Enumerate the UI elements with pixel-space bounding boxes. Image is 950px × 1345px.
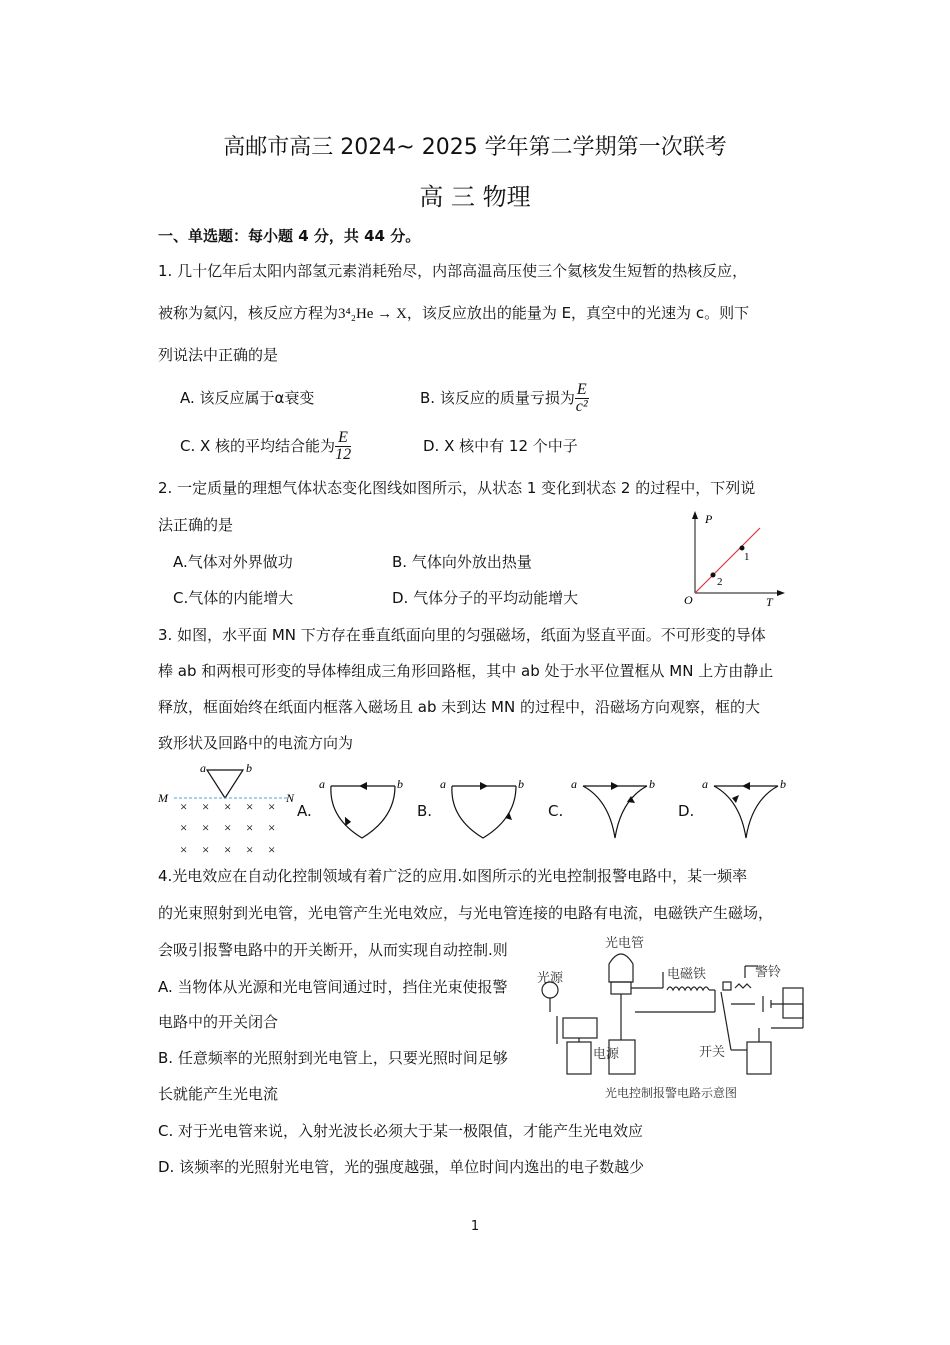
x-axis-label: T xyxy=(766,595,773,609)
pt-graph xyxy=(680,508,790,612)
field-crosses xyxy=(180,799,275,857)
q1-option-d: D. X 核中有 12 个中子 xyxy=(423,437,578,455)
current-arrow-icon xyxy=(480,782,488,790)
bell-icon xyxy=(783,988,803,1018)
state-1-point xyxy=(740,546,745,551)
q3-option-d-figure xyxy=(696,772,796,844)
q2-line1: 2. 一定质量的理想气体状态变化图线如图所示，从状态 1 变化到状态 2 的过程中，下列说 xyxy=(158,479,756,497)
triangle-frame xyxy=(207,770,243,798)
current-arrow-icon xyxy=(732,795,739,803)
q2-option-d: D. 气体分子的平均动能增大 xyxy=(392,589,579,607)
q1-line3: 列说法中正确的是 xyxy=(158,346,279,364)
q2-option-a: A.气体对外界做功 xyxy=(173,553,293,571)
q4-option-b-line1: B. 任意频率的光照射到光电管上，只要光照时间足够 xyxy=(158,1049,508,1067)
q3-line3: 释放，框面始终在纸面内框落入磁场且 ab 未到达 MN 的过程中，沿磁场方向观察，框的大 xyxy=(158,698,760,716)
q3-line1: 3. 如图，水平面 MN 下方存在垂直纸面向里的匀强磁场，纸面为竖直平面。不可形变的导体 xyxy=(158,626,766,644)
q2-option-c: C.气体的内能增大 xyxy=(173,589,294,607)
svg-text:×: × xyxy=(180,799,188,814)
svg-text:×: × xyxy=(202,842,210,857)
svg-text:a: a xyxy=(702,777,708,791)
page-number: 1 xyxy=(470,1219,480,1234)
svg-text:×: × xyxy=(224,842,232,857)
q4-option-b-line2: 长就能产生光电流 xyxy=(158,1085,279,1103)
q3-option-a-label: A. xyxy=(297,802,312,820)
label-switch: 开关 xyxy=(699,1044,726,1059)
q2-line2: 法正确的是 xyxy=(158,516,234,534)
section-heading: 一、单选题：每小题 4 分，共 44 分。 xyxy=(158,227,421,245)
current-arrow-icon xyxy=(505,812,512,820)
q3-option-a-figure xyxy=(315,772,415,844)
q4-option-a-line1: A. 当物体从光源和光电管间通过时，挡住光束使报警 xyxy=(158,978,508,996)
label-electromagnet: 电磁铁 xyxy=(667,966,707,981)
q3-option-b-figure xyxy=(436,772,536,844)
label-power: 电源 xyxy=(593,1046,620,1061)
q3-option-c-figure xyxy=(565,772,665,844)
point-1-label: 1 xyxy=(744,551,750,563)
current-arrow-icon xyxy=(611,782,619,790)
q1-line2: 被称为氦闪，核反应方程为3⁴₂He → X，该反应放出的能量为 E，真空中的光速为 c。则下 xyxy=(158,304,750,322)
svg-text:a: a xyxy=(440,777,446,791)
q4-option-a-line2: 电路中的开关闭合 xyxy=(158,1013,279,1031)
x-axis-arrow xyxy=(777,590,785,596)
label-phototube: 光电管 xyxy=(605,935,645,950)
svg-text:a: a xyxy=(319,777,325,791)
q4-line2: 的光束照射到光电管，光电管产生光电效应，与光电管连接的电路有电流，电磁铁产生磁场， xyxy=(158,904,774,922)
svg-text:×: × xyxy=(224,820,232,835)
svg-text:×: × xyxy=(268,799,276,814)
current-arrow-icon xyxy=(343,817,351,827)
battery-left-icon xyxy=(567,1042,591,1074)
current-arrow-icon xyxy=(627,796,635,803)
q1-option-c: C. X 核的平均结合能为 $\frac{E}{12}$ xyxy=(180,429,352,463)
svg-text:a: a xyxy=(571,777,577,791)
magnetic-field-figure xyxy=(150,758,310,860)
svg-text:×: × xyxy=(246,842,254,857)
label-light-source: 光源 xyxy=(537,970,564,985)
q1-option-b: B. 该反应的质量亏损为 $\frac{E}{\text{c²}}$ xyxy=(420,381,588,415)
svg-text:b: b xyxy=(649,777,655,791)
q3-line4: 致形状及回路中的电流方向为 xyxy=(158,734,354,752)
label-bell: 警铃 xyxy=(755,964,782,979)
svg-text:×: × xyxy=(224,799,232,814)
coil-icon xyxy=(667,987,709,990)
figure-caption: 光电控制报警电路示意图 xyxy=(605,1086,738,1100)
point-2-label: 2 xyxy=(717,576,723,588)
phototube-icon xyxy=(609,954,633,982)
label-m: M xyxy=(158,791,168,805)
q1-option-a: A. 该反应属于α衰变 xyxy=(180,389,315,407)
svg-text:×: × xyxy=(202,820,210,835)
q4-line1: 4.光电效应在自动化控制领域有着广泛的应用.如图所示的光电控制报警电路中，某一频率 xyxy=(158,867,748,885)
current-arrow-icon xyxy=(742,782,750,790)
label-n: N xyxy=(286,791,295,805)
svg-text:b: b xyxy=(397,777,403,791)
q1-equation: 3⁴₂He → X xyxy=(338,306,407,322)
q4-line3: 会吸引报警电路中的开关断开，从而实现自动控制.则 xyxy=(158,941,508,959)
q2-option-b: B. 气体向外放出热量 xyxy=(392,553,532,571)
svg-text:×: × xyxy=(180,842,188,857)
q3-line2: 棒 ab 和两根可形变的导体棒组成三角形回路框，其中 ab 处于水平位置框从 MN 上方由静止 xyxy=(158,662,774,680)
svg-text:×: × xyxy=(268,842,276,857)
q4-option-c: C. 对于光电管来说，入射光波长必须大于某一极限值，才能产生光电效应 xyxy=(158,1122,644,1140)
q3-option-c-label: C. xyxy=(548,802,564,820)
q4-option-d: D. 该频率的光照射光电管，光的强度越强，单位时间内逸出的电子数越少 xyxy=(158,1158,645,1176)
process-line xyxy=(695,528,760,593)
svg-text:b: b xyxy=(518,777,524,791)
q3-option-d-label: D. xyxy=(678,802,695,820)
origin-label: O xyxy=(684,593,693,607)
alarm-circuit-figure xyxy=(535,932,815,1104)
svg-text:b: b xyxy=(780,777,786,791)
state-2-point xyxy=(711,573,716,578)
y-axis-arrow xyxy=(692,511,698,519)
label-a: a xyxy=(200,761,206,775)
battery-right-icon xyxy=(747,1042,771,1074)
q3-option-b-label: B. xyxy=(417,802,433,820)
q1-line1: 1. 几十亿年后太阳内部氢元素消耗殆尽，内部高温高压使三个氦核发生短暂的热核反应， xyxy=(158,262,748,280)
subject-title: 高 三 物理 xyxy=(419,183,531,211)
current-arrow-icon xyxy=(359,782,367,790)
exam-title: 高邮市高三 2024~ 2025 学年第二学期第一次联考 xyxy=(223,135,727,160)
label-b: b xyxy=(246,761,252,775)
svg-text:×: × xyxy=(246,820,254,835)
svg-text:×: × xyxy=(268,820,276,835)
svg-text:×: × xyxy=(202,799,210,814)
y-axis-label: P xyxy=(705,512,713,526)
svg-text:×: × xyxy=(180,820,188,835)
svg-text:×: × xyxy=(246,799,254,814)
